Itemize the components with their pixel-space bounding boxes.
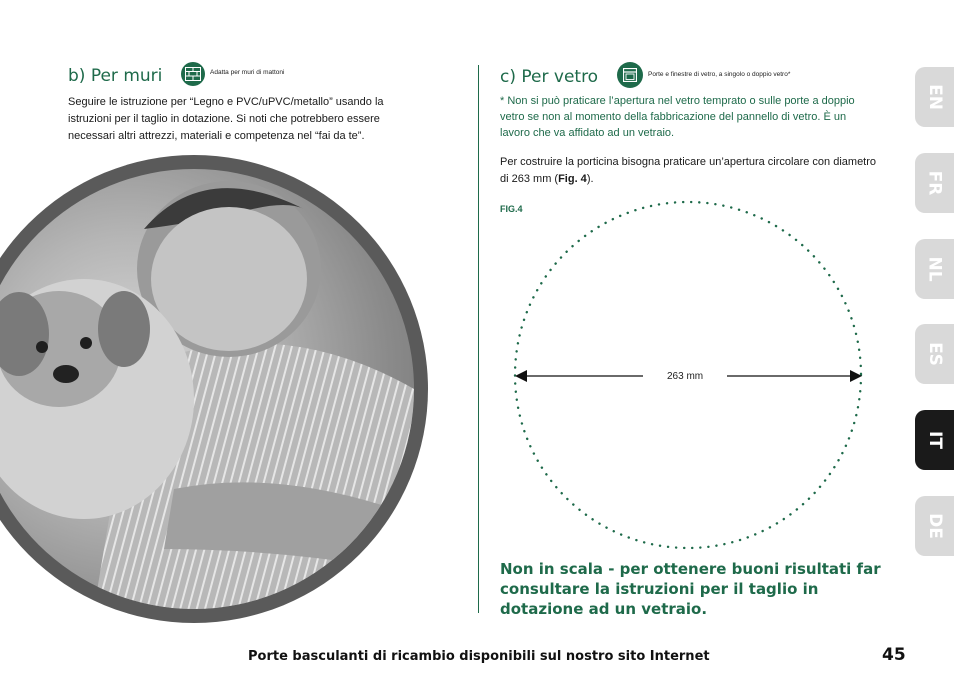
glass-instructions: Per costruire la porticina bisogna praticare un’apertura circolare con diametro di 263 mm (Fig. 4). [500,156,877,185]
arrow-left-head [515,370,527,382]
arrow-right-head [850,370,862,382]
boy-with-dog-photo [0,155,428,623]
fig-reference: Fig. 4 [558,173,587,185]
page-number: 45 [882,645,906,665]
dimension-label: 263 mm [667,371,704,382]
brick-wall-icon [181,62,205,86]
section-title-glass: c) Per vetro [500,67,599,87]
tab-de[interactable]: DE [915,496,954,556]
footer-text: Porte basculanti di ricambio disponibili sul nostro sito Internet [248,649,710,664]
tab-es[interactable]: ES [915,324,954,384]
not-to-scale-callout: Non in scala - per ottenere buoni risultati far consultare la istruzioni per il taglio in dotazione ad un vetraio. [500,560,881,618]
tab-it[interactable]: IT [915,410,954,470]
glass-warning-note: * Non si può praticare l’apertura nel vetro temprato o sulle porte a doppio vetro se non al momento della fabbricazione del pannello di vetro. È un lavoro che va affidato ad un vetraio. [500,95,855,139]
figure-label: FIG.4 [500,204,523,214]
icon-caption-glass: Porte e finestre di vetro, a singolo o doppio vetro* [648,71,791,78]
tab-fr[interactable]: FR [915,153,954,213]
tab-en[interactable]: EN [915,67,954,127]
icon-caption-walls: Adatta per muri di mattoni [210,69,285,76]
walls-instructions: Seguire le istruzione per “Legno e PVC/uPVC/metallo” usando la istruzioni per il taglio in dotazione. Si noti che potrebbero essere necessari altri attrezzi, materiali e competenza nel “fai da te”. [68,96,384,142]
column-divider [478,65,479,613]
tab-nl[interactable]: NL [915,239,954,299]
section-title-walls: b) Per muri [68,66,163,86]
window-glass-icon [617,62,643,88]
